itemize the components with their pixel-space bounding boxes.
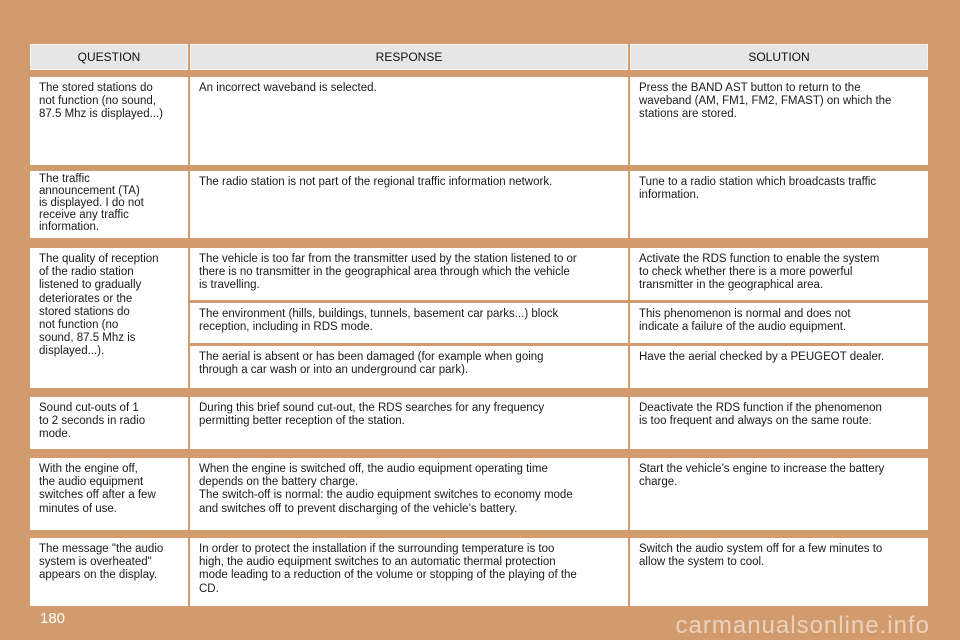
row-3a-solution: Activate the RDS function to enable the system to check whether there is a more powerful transmitter in the geographical area.: [630, 248, 928, 300]
header-response: RESPONSE: [190, 44, 628, 70]
row-3c-solution: Have the aerial checked by a PEUGEOT dealer.: [630, 346, 928, 388]
row-5-question: With the engine off, the audio equipment switches off after a few minutes of use.: [30, 458, 188, 530]
watermark-text: carmanualsonline.info: [675, 612, 930, 639]
row-2-question: The traffic announcement (TA) is displayed. I do not receive any traffic information.: [30, 171, 188, 238]
header-solution: SOLUTION: [630, 44, 928, 70]
row-5-response: When the engine is switched off, the audio equipment operating time depends on the battery charge. The switch-off is normal: the audio equipment switches to economy mode and switches off to prevent discharging of the vehicle’s battery.: [190, 458, 628, 530]
row-2-solution: Tune to a radio station which broadcasts traffic information.: [630, 171, 928, 238]
row-4-question: Sound cut-outs of 1 to 2 seconds in radio mode.: [30, 397, 188, 449]
row-3-question: The quality of reception of the radio station listened to gradually deteriorates or the stored stations do not function (no sound, 87.5 Mhz is displayed...).: [30, 248, 188, 388]
row-1-solution: Press the BAND AST button to return to the waveband (AM, FM1, FM2, FMAST) on which the stations are stored.: [630, 77, 928, 165]
page-number: 180: [40, 610, 66, 627]
row-3c-response: The aerial is absent or has been damaged (for example when going through a car wash or into an underground car park).: [190, 346, 628, 388]
row-1-response: An incorrect waveband is selected.: [190, 77, 628, 165]
row-6-solution: Switch the audio system off for a few minutes to allow the system to cool.: [630, 538, 928, 606]
row-5-solution: Start the vehicle’s engine to increase the battery charge.: [630, 458, 928, 530]
row-3b-solution: This phenomenon is normal and does not indicate a failure of the audio equipment.: [630, 303, 928, 343]
row-6-question: The message "the audio system is overheated" appears on the display.: [30, 538, 188, 606]
row-2-response: The radio station is not part of the regional traffic information network.: [190, 171, 628, 238]
row-1-question: The stored stations do not function (no sound, 87.5 Mhz is displayed...): [30, 77, 188, 165]
row-4-response: During this brief sound cut-out, the RDS searches for any frequency permitting better reception of the station.: [190, 397, 628, 449]
header-question: QUESTION: [30, 44, 188, 70]
row-6-response: In order to protect the installation if the surrounding temperature is too high, the audio equipment switches to an automatic thermal protection mode leading to a reduction of the volume or stopping of the playing of the CD.: [190, 538, 628, 606]
row-4-solution: Deactivate the RDS function if the phenomenon is too frequent and always on the same route.: [630, 397, 928, 449]
row-3b-response: The environment (hills, buildings, tunnels, basement car parks...) block reception, including in RDS mode.: [190, 303, 628, 343]
row-3a-response: The vehicle is too far from the transmitter used by the station listened to or there is no transmitter in the geographical area through which the vehicle is travelling.: [190, 248, 628, 300]
